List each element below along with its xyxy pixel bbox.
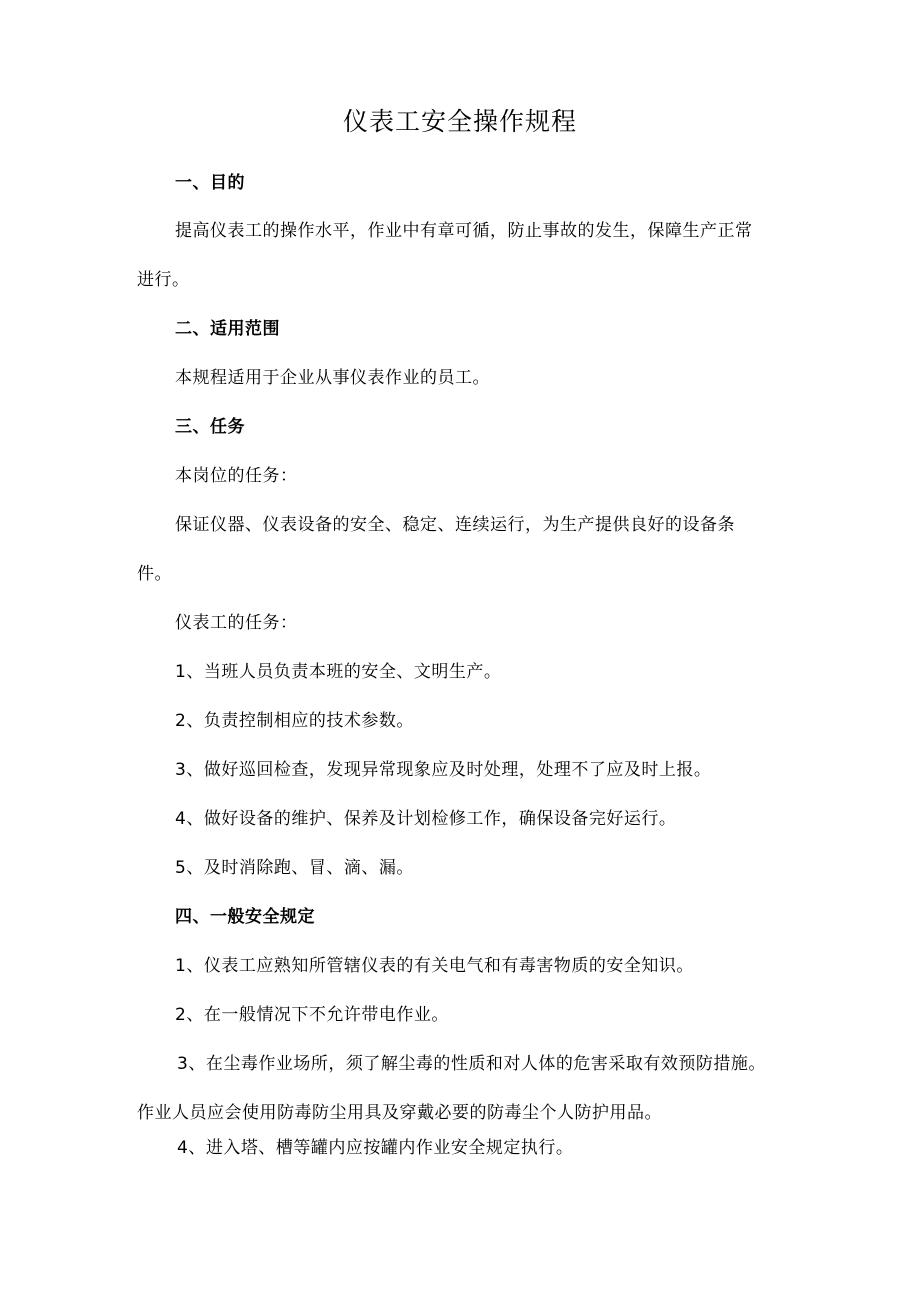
scope-text: 本规程适用于企业从事仪表作业的员工。 [175,368,490,388]
post-task-intro: 本岗位的任务： [175,466,298,486]
section-heading-general-safety: 四、一般安全规定 [175,907,315,927]
purpose-text-line: 提高仪表工的操作水平，作业中有章可循，防止事故的发生，保障生产正常 [175,221,753,241]
document-title: 仪表工安全操作规程 [342,107,577,136]
section-heading-tasks: 三、任务 [175,417,245,437]
safety-list-item: 3、在尘毒作业场所，须了解尘毒的性质和对人体的危害采取有效预防措施。 [177,1054,766,1074]
task-list-item: 3、做好巡回检查，发现异常现象应及时处理，处理不了应及时上报。 [175,760,712,780]
task-list-item: 2、负责控制相应的技术参数。 [175,711,414,731]
section-heading-purpose: 一、目的 [175,173,245,193]
worker-task-intro: 仪表工的任务： [175,613,298,633]
section-heading-scope: 二、适用范围 [175,319,280,339]
safety-list-item: 1、仪表工应熟知所管辖仪表的有关电气和有毒害物质的安全知识。 [175,956,694,976]
task-list-item: 1、当班人员负责本班的安全、文明生产。 [175,662,502,682]
purpose-text-line: 进行。 [137,270,190,290]
safety-list-item: 4、进入塔、槽等罐内应按罐内作业安全规定执行。 [177,1138,574,1158]
task-list-item: 5、及时消除跑、冒、滴、漏。 [175,858,414,878]
safety-list-item-continuation: 作业人员应会使用防毒防尘用具及穿戴必要的防毒尘个人防护用品。 [137,1103,662,1123]
safety-list-item: 2、在一般情况下不允许带电作业。 [175,1005,449,1025]
post-task-text-line: 件。 [137,564,172,584]
task-list-item: 4、做好设备的维护、保养及计划检修工作，确保设备完好运行。 [175,809,677,829]
post-task-text-line: 保证仪器、仪表设备的安全、稳定、连续运行，为生产提供良好的设备条 [175,515,735,535]
